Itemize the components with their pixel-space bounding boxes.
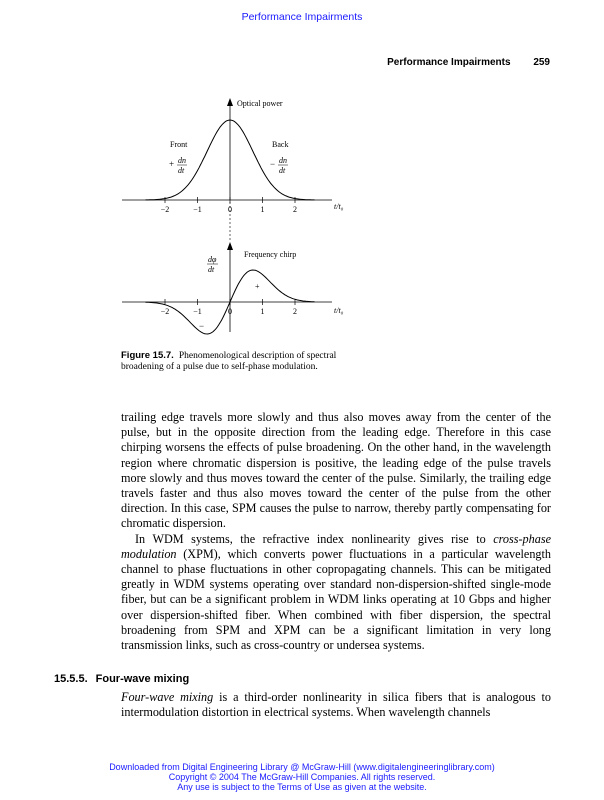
front-label: Front	[170, 140, 188, 149]
top-xlabel: t/t₀	[334, 202, 344, 211]
footer-line-2: Copyright © 2004 The McGraw-Hill Companies. All rights reserved.	[168, 772, 436, 782]
paragraph-2	[121, 532, 551, 654]
chirp-ylabel-num: dφ	[208, 255, 217, 264]
body-text	[121, 410, 551, 653]
top-tick-label: 1	[260, 205, 265, 214]
front-dn: dn	[178, 156, 186, 165]
bottom-xlabel: t/t₀	[334, 306, 344, 315]
bottom-tick-label: 0	[228, 307, 232, 316]
section-heading	[54, 673, 189, 685]
optical-power-plot	[122, 98, 344, 214]
bottom-tick-label: −1	[193, 307, 202, 316]
top-ylabel: Optical power	[237, 99, 283, 108]
bottom-y-axis-arrow	[227, 242, 233, 250]
section-title: Four-wave mixing	[95, 673, 190, 685]
p2-start: In WDM systems, the refractive index nonlinearity gives rise to	[135, 531, 494, 546]
running-head	[387, 57, 550, 68]
top-y-axis-arrow	[227, 98, 233, 106]
chirp-title: Frequency chirp	[244, 250, 297, 259]
p2-term-xpm: cross-phase modulation	[121, 531, 551, 561]
p2-rest: (XPM), which converts power fluctuations in a particular wavelength channel to phase fluctuations in other copropagating channels. This can be mitigated greatly in WDM systems operating over standard non-dispersion-shifted single-mode fiber, but can be a significant problem in WDM links operating at 10 Gbps and higher over dispersion-shifted fiber. When combined with fiber dispersion, the spectral broadening from SPM and XPM can be a significant limitation in very long transmission links, such as cross-country or undersea systems.	[121, 546, 551, 653]
section-text	[121, 690, 551, 720]
caption-text: Phenomenological description of spectral broadening of a pulse due to self-phase modulation.	[121, 351, 337, 372]
chirp-plus-sign: +	[255, 282, 260, 291]
back-sign: −	[270, 159, 276, 169]
bottom-tick-label: 1	[260, 307, 265, 316]
front-sign: +	[169, 159, 175, 169]
top-banner: Performance Impairments	[241, 11, 363, 23]
section-paragraph	[121, 690, 551, 720]
top-tick-label: −2	[160, 205, 170, 214]
back-label: Back	[272, 140, 289, 149]
footer	[0, 762, 604, 792]
top-tick-label: −1	[193, 205, 202, 214]
top-tick-label: 2	[293, 205, 297, 214]
caption-label: Figure 15.7.	[121, 350, 174, 361]
bottom-tick-label: −2	[160, 307, 170, 316]
chirp-ylabel-den: dt	[208, 265, 215, 274]
figure-15-7	[110, 90, 370, 340]
bottom-tick-label: 2	[293, 307, 297, 316]
running-head-title: Performance Impairments	[387, 57, 511, 68]
figure-caption	[121, 350, 381, 373]
section-number: 15.5.5.	[54, 673, 88, 685]
frequency-chirp-plot	[122, 202, 344, 334]
section-term-fwm: Four-wave mixing	[121, 690, 214, 704]
page-number: 259	[533, 57, 550, 68]
footer-line-1[interactable]: Downloaded from Digital Engineering Library @ McGraw-Hill (www.digitalengineeringlibrary.com)	[109, 762, 495, 772]
top-tick-label: 0	[228, 205, 232, 214]
back-dn: dn	[279, 156, 287, 165]
section-paragraph-rest: is a third-order nonlinearity in silica fibers that is analogous to intermodulation distortion in electrical systems. When wavelength channels	[121, 690, 551, 720]
footer-line-3: Any use is subject to the Terms of Use as given at the website.	[177, 782, 427, 792]
back-dt: dt	[279, 166, 286, 175]
front-dt: dt	[178, 166, 185, 175]
chirp-minus-sign: −	[199, 321, 205, 331]
paragraph-1: trailing edge travels more slowly and thus also moves away from the center of the pulse, but in the opposite direction from the leading edge. Therefore in this case chirping worsens the effects of pulse broadening. On the other hand, in the wavelength region where chromatic dispersion is positive, the leading edge of the pulse travels more slowly and thus moves toward the center of the pulse. Similarly, the trailing edge travels faster and thus also moves toward the center of the pulse from the other direction. In this case, SPM causes the pulse to narrow, thereby partly compensating for chromatic dispersion.	[121, 410, 551, 531]
